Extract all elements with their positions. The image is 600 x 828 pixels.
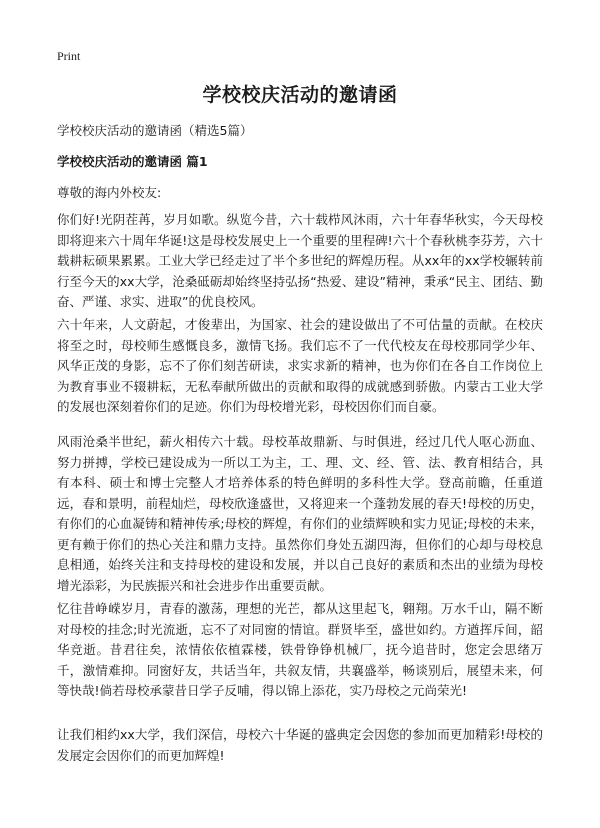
print-label: Print <box>57 49 81 63</box>
paragraph-5: 让我们相约xx大学，我们深信，母校六十华诞的盛典定会因您的参加而更加精彩!母校的发展定会因你们的而更加辉煌! <box>57 727 543 763</box>
paragraph-3: 风雨沧桑半世纪，薪火相传六十载。母校革故鼎新、与时俱进，经过几代人呕心沥血、努力拼搏，学校已建设成为一所以工为主，工、理、文、经、管、法、教育相结合，具有本科、硕士和博士完整人才培养体系的特色鲜明的多科性大学。登高前瞻，任重道远，春和景明，前程灿烂，母校欣逢盛世，又将迎来一个蓬勃发展的春天!母校的历史，有你们的心血凝铸和精神传承;母校的辉煌，有你们的业绩辉映和实力见证;母校的未来，更有赖于你们的热心关注和鼎力支持。虽然你们身处五湖四海，但你们的心却与母校息息相通，始终关注和支持母校的建设和发展，并以自己良好的素质和杰出的业绩为母校增光添彩，为民族振兴和社会进步作出重要贡献。 <box>57 434 543 593</box>
paragraph-4: 忆往昔峥嵘岁月，青春的激荡，理想的光芒，都从这里起飞，翱翔。万水千山，隔不断对母校的挂念;时光流逝，忘不了对同窗的情谊。群贤毕至，盛世如约。方遒挥斥间，韶华竞逝。昔君往矣，浓情依依植霖楼，铁骨铮铮机械厂，抚今追昔时，您定会思绪万千，激情难抑。同窗好友，共话当年，共叙友情，共襄盛举，畅谈别后，展望未来，何等快哉!倘若母校承蒙昔日学子反哺，得以锦上添花，实乃母校之元尚荣光! <box>57 601 543 698</box>
document-subtitle: 学校校庆活动的邀请函（精选5篇） <box>57 123 253 138</box>
paragraph-1: 你们好!光阴茬苒，岁月如歌。纵览今昔，六十载栉风沐雨，六十年春华秋实，今天母校即将迎来六十周年华诞!这是母校发展史上一个重要的里程碑!六十个春秋桃李芬芳，六十载耕耘硕果累累。工业大学已经走过了半个多世纪的辉煌历程。从xx年的xx学校辗转前行至今天的xx大学，沧桑砥砺却始终坚持弘扬“热爱、建设”精神，秉承“民主、团结、勤奋、严谨、求实、进取”的优良校风。 <box>57 212 543 309</box>
greeting: 尊敬的海内外校友: <box>57 185 162 200</box>
document-title: 学校校庆活动的邀请函 <box>202 84 398 106</box>
paragraph-2: 六十年来，人文蔚起，才俊辈出，为国家、社会的建设做出了不可估量的贡献。在校庆将至之时，母校师生感慨良多，激情飞扬。我们忘不了一代代校友在母校那同学少年、风华正茂的身影，忘不了你们刻苦研读，求实求新的精神，也为你们在各自工作岗位上为教育事业不辍耕耘，无私奉献所做出的贡献和取得的成就感到骄傲。内蒙古工业大学的发展也深刻着你们的足迹。你们为母校增光彩，母校因你们而自豪。 <box>57 317 543 414</box>
section-heading: 学校校庆活动的邀请函 篇1 <box>57 154 208 169</box>
